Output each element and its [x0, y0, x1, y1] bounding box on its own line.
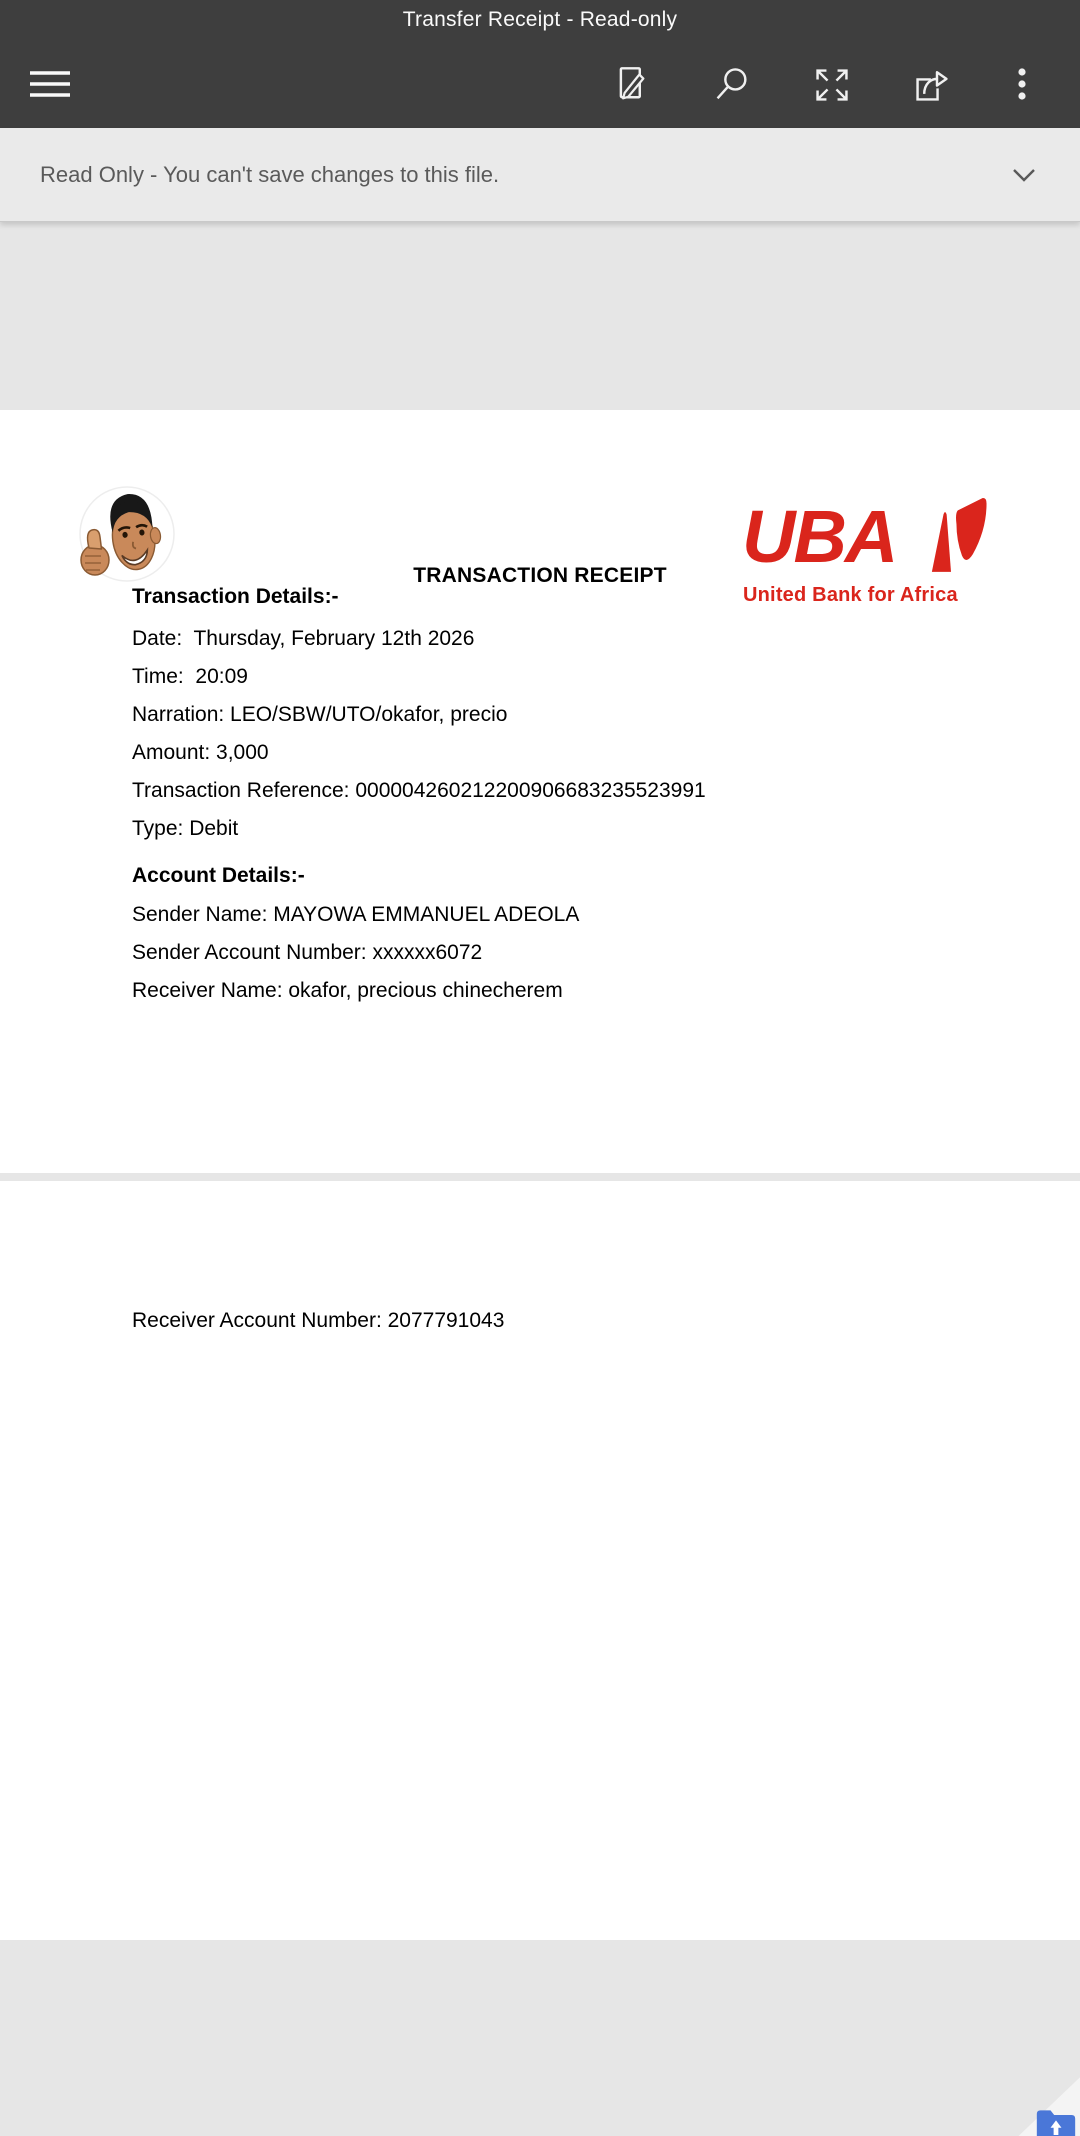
overflow-menu-icon — [1015, 65, 1029, 105]
edit-button[interactable] — [610, 63, 654, 107]
fullscreen-icon — [812, 65, 852, 105]
receipt-line-type: Type: Debit — [132, 817, 239, 840]
folder-upload-icon — [1035, 2105, 1077, 2136]
readonly-banner[interactable] — [0, 128, 1080, 222]
share-button[interactable] — [910, 63, 954, 107]
transaction-details-heading: Transaction Details:- — [132, 585, 339, 608]
document-page-1[interactable] — [0, 410, 1080, 1173]
account-details-heading: Account Details:- — [132, 864, 305, 887]
receipt-line-sender-name: Sender Name: MAYOWA EMMANUEL ADEOLA — [132, 903, 580, 926]
edit-document-icon — [612, 65, 652, 105]
receipt-line-time: Time: 20:09 — [132, 665, 248, 688]
uba-logo-tagline: United Bank for Africa — [743, 584, 958, 606]
uba-logo-mark-icon — [910, 494, 992, 581]
menu-button[interactable] — [28, 65, 72, 105]
receipt-line-narration: Narration: LEO/SBW/UTO/okafor, precio — [132, 703, 508, 726]
uba-logo — [742, 494, 994, 618]
document-page-2[interactable] — [0, 1181, 1080, 1940]
receipt-line-receiver-account: Receiver Account Number: 2077791043 — [132, 1309, 505, 1332]
toolbar-right-icons — [610, 63, 1034, 107]
more-options-button[interactable] — [1010, 63, 1034, 107]
receipt-line-date: Date: Thursday, February 12th 2026 — [132, 627, 475, 650]
fullscreen-button[interactable] — [810, 63, 854, 107]
app-bar — [0, 0, 1080, 128]
hamburger-icon — [28, 69, 72, 101]
receipt-line-amount: Amount: 3,000 — [132, 741, 269, 764]
app-title: Transfer Receipt - Read-only — [402, 8, 678, 31]
receipt-title: TRANSACTION RECEIPT — [413, 564, 667, 587]
uba-logo-text: UBA — [742, 495, 897, 578]
readonly-banner-text: Read Only - You can't save changes to this file. — [40, 161, 500, 187]
share-icon — [912, 65, 952, 105]
search-button[interactable] — [710, 63, 754, 107]
search-icon — [712, 65, 752, 105]
chevron-down-icon[interactable] — [1012, 168, 1036, 182]
receipt-line-reference: Transaction Reference: 000004260212200906683235523991 — [132, 779, 706, 802]
app-toolbar — [0, 42, 1080, 128]
receipt-line-sender-account: Sender Account Number: xxxxxx6072 — [132, 941, 483, 964]
receipt-line-receiver-name: Receiver Name: okafor, precious chinecherem — [132, 979, 563, 1002]
folder-upload-button[interactable] — [1035, 2105, 1077, 2136]
